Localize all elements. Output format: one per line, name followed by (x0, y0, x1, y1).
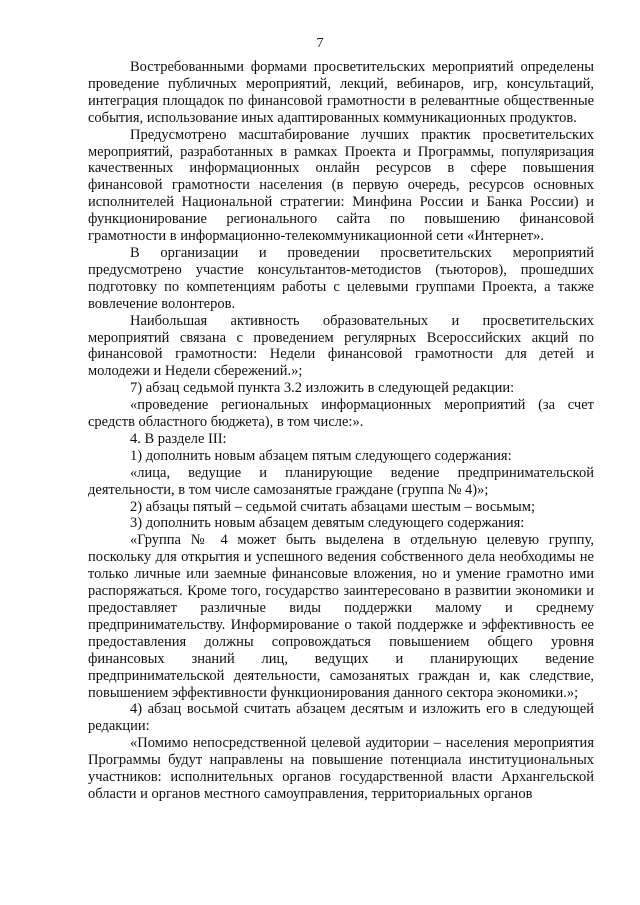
page-number: 7 (316, 36, 324, 51)
paragraph: 1) дополнить новым абзацем пятым следующего содержания: (130, 447, 512, 464)
paragraph: 7) абзац седьмой пункта 3.2 изложить в следующей редакции: (130, 380, 515, 397)
paragraph: 3) дополнить новым абзацем девятым следующего содержания: (130, 515, 525, 532)
paragraph: Наибольшая активность образовательных и просветительских мероприятий связана с проведением регулярных Всероссийских акций по финансовой грамотности: Недели финансовой грамотности для детей и молодежи и Недели сбережений.»; (88, 312, 594, 380)
section-heading: 4. В разделе III: (130, 430, 227, 447)
paragraph: Предусмотрено масштабирование лучших практик просветительских мероприятий, разработанных в рамках Проекта и Программы, популяризация качественных информационных онлайн ресурсов в сфере повышения финансовой грамотности населения (в первую очередь, ресурсов основных исполнителей Национальной стратегии: Минфина России и Банка России) и функционирование регионального сайта по повышению финансовой грамотности в информационно-телекоммуникационной сети «Интернет». (88, 126, 594, 245)
paragraph: «лица, ведущие и планирующие ведение предпринимательской деятельности, в том числе самозанятые граждане (группа № 4)»; (88, 464, 594, 498)
paragraph: «Помимо непосредственной целевой аудитории – населения мероприятия Программы будут направлены на повышение потенциала институциональных участников: исполнительных органов государственной власти Архангельской области и органов местного самоуправления, территориальных органов (88, 735, 594, 802)
paragraph: «проведение региональных информационных мероприятий (за счет средств областного бюджета), в том числе:». (88, 397, 594, 431)
paragraph: Востребованными формами просветительских мероприятий определены проведение публичных мероприятий, лекций, вебинаров, игр, консультаций, интеграция площадок по финансовой грамотности в релевантные общественные события, использование иных адаптированных коммуникационных продуктов. (88, 59, 594, 126)
document-body (88, 59, 594, 803)
paragraph: «Группа № 4 может быть выделена в отдельную целевую группу, поскольку для открытия и успешного ведения собственного дела необходимы не только личные или заемные финансовые вложения, но и умение грамотно ими распоряжаться. Кроме того, государство заинтересовано в развитии экономики и предоставляет различные виды поддержки малому и среднему предпринимательству. Информирование о такой поддержке и эффективность ее предоставления должны сопровождаться повышением общего уровня финансовых знаний лиц, ведущих и планирующих ведение предпринимательской деятельности, самозанятых граждан и, как следствие, повышением эффективности функционирования данного сектора экономики.»; (88, 532, 594, 701)
paragraph: 4) абзац восьмой считать абзацем десятым и изложить его в следующей редакции: (88, 701, 594, 735)
paragraph: 2) абзацы пятый – седьмой считать абзацами шестым – восьмым; (130, 498, 535, 515)
paragraph: В организации и проведении просветительских мероприятий предусмотрено участие консультантов-методистов (тьюторов), прошедших подготовку по компетенциям работы с целевыми группами Проекта, а также вовлечение волонтеров. (88, 244, 594, 312)
